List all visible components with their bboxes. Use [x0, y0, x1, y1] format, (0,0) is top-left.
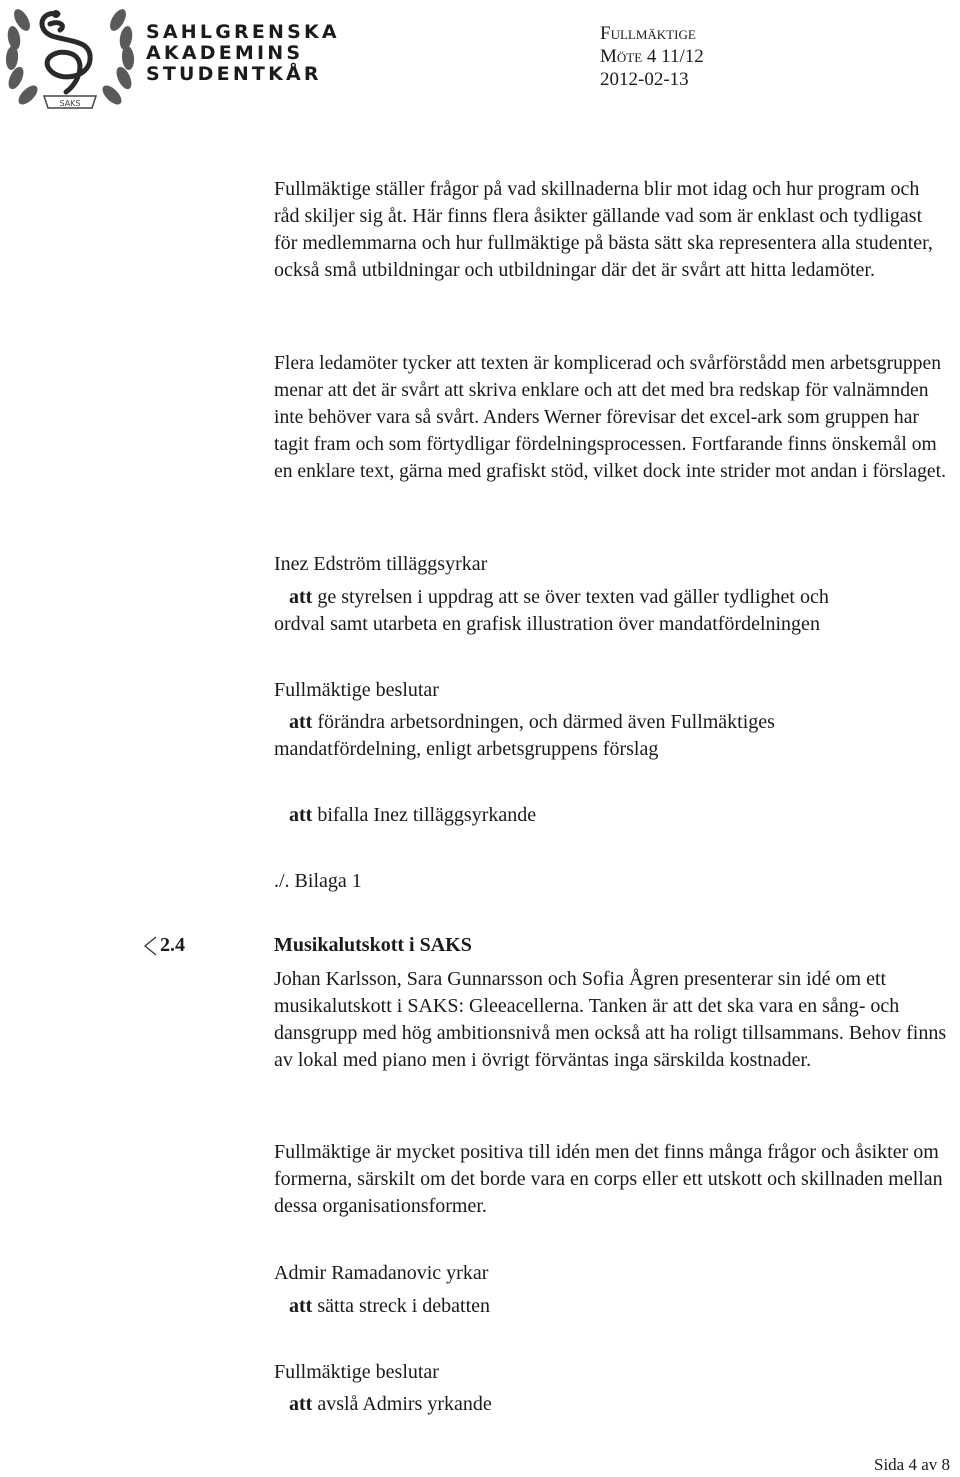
decision-2-line-1 [289, 1391, 492, 1418]
laurel-snake-seal-icon [0, 0, 140, 118]
att-keyword: att [289, 804, 313, 826]
att-keyword: att [289, 586, 313, 608]
motion-mover: Inez Edström tilläggsyrkar [274, 553, 488, 575]
org-name-line-3: STUDENTKÅR [146, 63, 322, 85]
decision-text-3: bifalla Inez tilläggsyrkande [312, 804, 537, 826]
motion-mover-2: Admir Ramadanovic yrkar [274, 1262, 489, 1284]
org-name-line-2: AKADEMINS [146, 42, 304, 64]
section-number [142, 932, 185, 959]
decision-line-1 [289, 709, 775, 736]
saks-logo [0, 0, 140, 118]
decision-2-text-1: avslå Admirs yrkande [312, 1393, 492, 1415]
att-keyword: att [289, 711, 313, 733]
section-number-text: 2.4 [160, 934, 185, 956]
section-marker-icon [142, 935, 158, 957]
motion-2-line-1 [289, 1293, 490, 1320]
motion-text-1: ge styrelsen i uppdrag att se över texten vad gäller tydlighet och [312, 586, 829, 608]
decision-line-3 [289, 802, 536, 829]
organization-name [146, 22, 340, 85]
attachment-reference: ./. Bilaga 1 [274, 870, 362, 892]
decision-line-2: mandatfördelning, enligt arbetsgruppens förslag [274, 738, 659, 760]
meeting-info [600, 22, 704, 91]
motion-line-1 [289, 584, 829, 611]
section-title: Musikalutskott i SAKS [274, 934, 472, 956]
paragraph-discussion-1: Fullmäktige ställer frågor på vad skillnaderna blir mot idag och hur program och råd skiljer sig åt. Här finns flera åsikter gällande vad som är enklast och tydligast för medlemmarna och hur fullmäktige på bästa sätt ska representera alla studenter, också små utbildningar och utbildningar där det är svårt att hitta ledamöter. [274, 178, 933, 281]
att-keyword: att [289, 1393, 313, 1415]
att-keyword: att [289, 1295, 313, 1317]
seal-text: SAKS [59, 99, 81, 108]
motion-line-2: ordval samt utarbeta en grafisk illustration över mandatfördelningen [274, 613, 820, 635]
page-number: Sida 4 av 8 [874, 1455, 951, 1474]
decision-heading: Fullmäktige beslutar [274, 679, 439, 701]
decision-heading-2: Fullmäktige beslutar [274, 1361, 439, 1383]
motion-2-text-1: sätta streck i debatten [312, 1295, 491, 1317]
org-name-line-1: SAHLGRENSKA [146, 21, 340, 43]
meeting-number: Möte 4 11/12 [600, 46, 704, 67]
meeting-title: Fullmäktige [600, 23, 696, 44]
decision-text-1: förändra arbetsordningen, och därmed även Fullmäktiges [312, 711, 775, 733]
paragraph-discussion-2: Flera ledamöter tycker att texten är komplicerad och svårförstådd men arbetsgruppen menar att det är svårt att skriva enklare och att det med bra redskap för valnämnden inte behöver vara så svårt. Anders Werner förevisar det excel-ark som gruppen har tagit fram och som förtydligar fördelningsprocessen. Fortfarande finns önskemål om en enklare text, gärna med grafiskt stöd, vilket dock inte strider mot andan i förslaget. [274, 353, 946, 482]
meeting-date: 2012-02-13 [600, 69, 689, 90]
paragraph-section-2: Fullmäktige är mycket positiva till idén men det finns många frågor och åsikter om formerna, särskilt om det borde vara en corps eller ett utskott och skillnaden mellan dessa organisationsformer. [274, 1141, 943, 1217]
paragraph-section-1: Johan Karlsson, Sara Gunnarsson och Sofia Ågren presenterar sin idé om ett musikalutskott i SAKS: Gleeacellerna. Tanken är att det ska vara en sång- och dansgrupp med hög ambitionsnivå men också att ha roligt tillsammans. Behov finns av lokal med piano men i övrigt förväntas inga särskilda kostnader. [274, 968, 947, 1071]
